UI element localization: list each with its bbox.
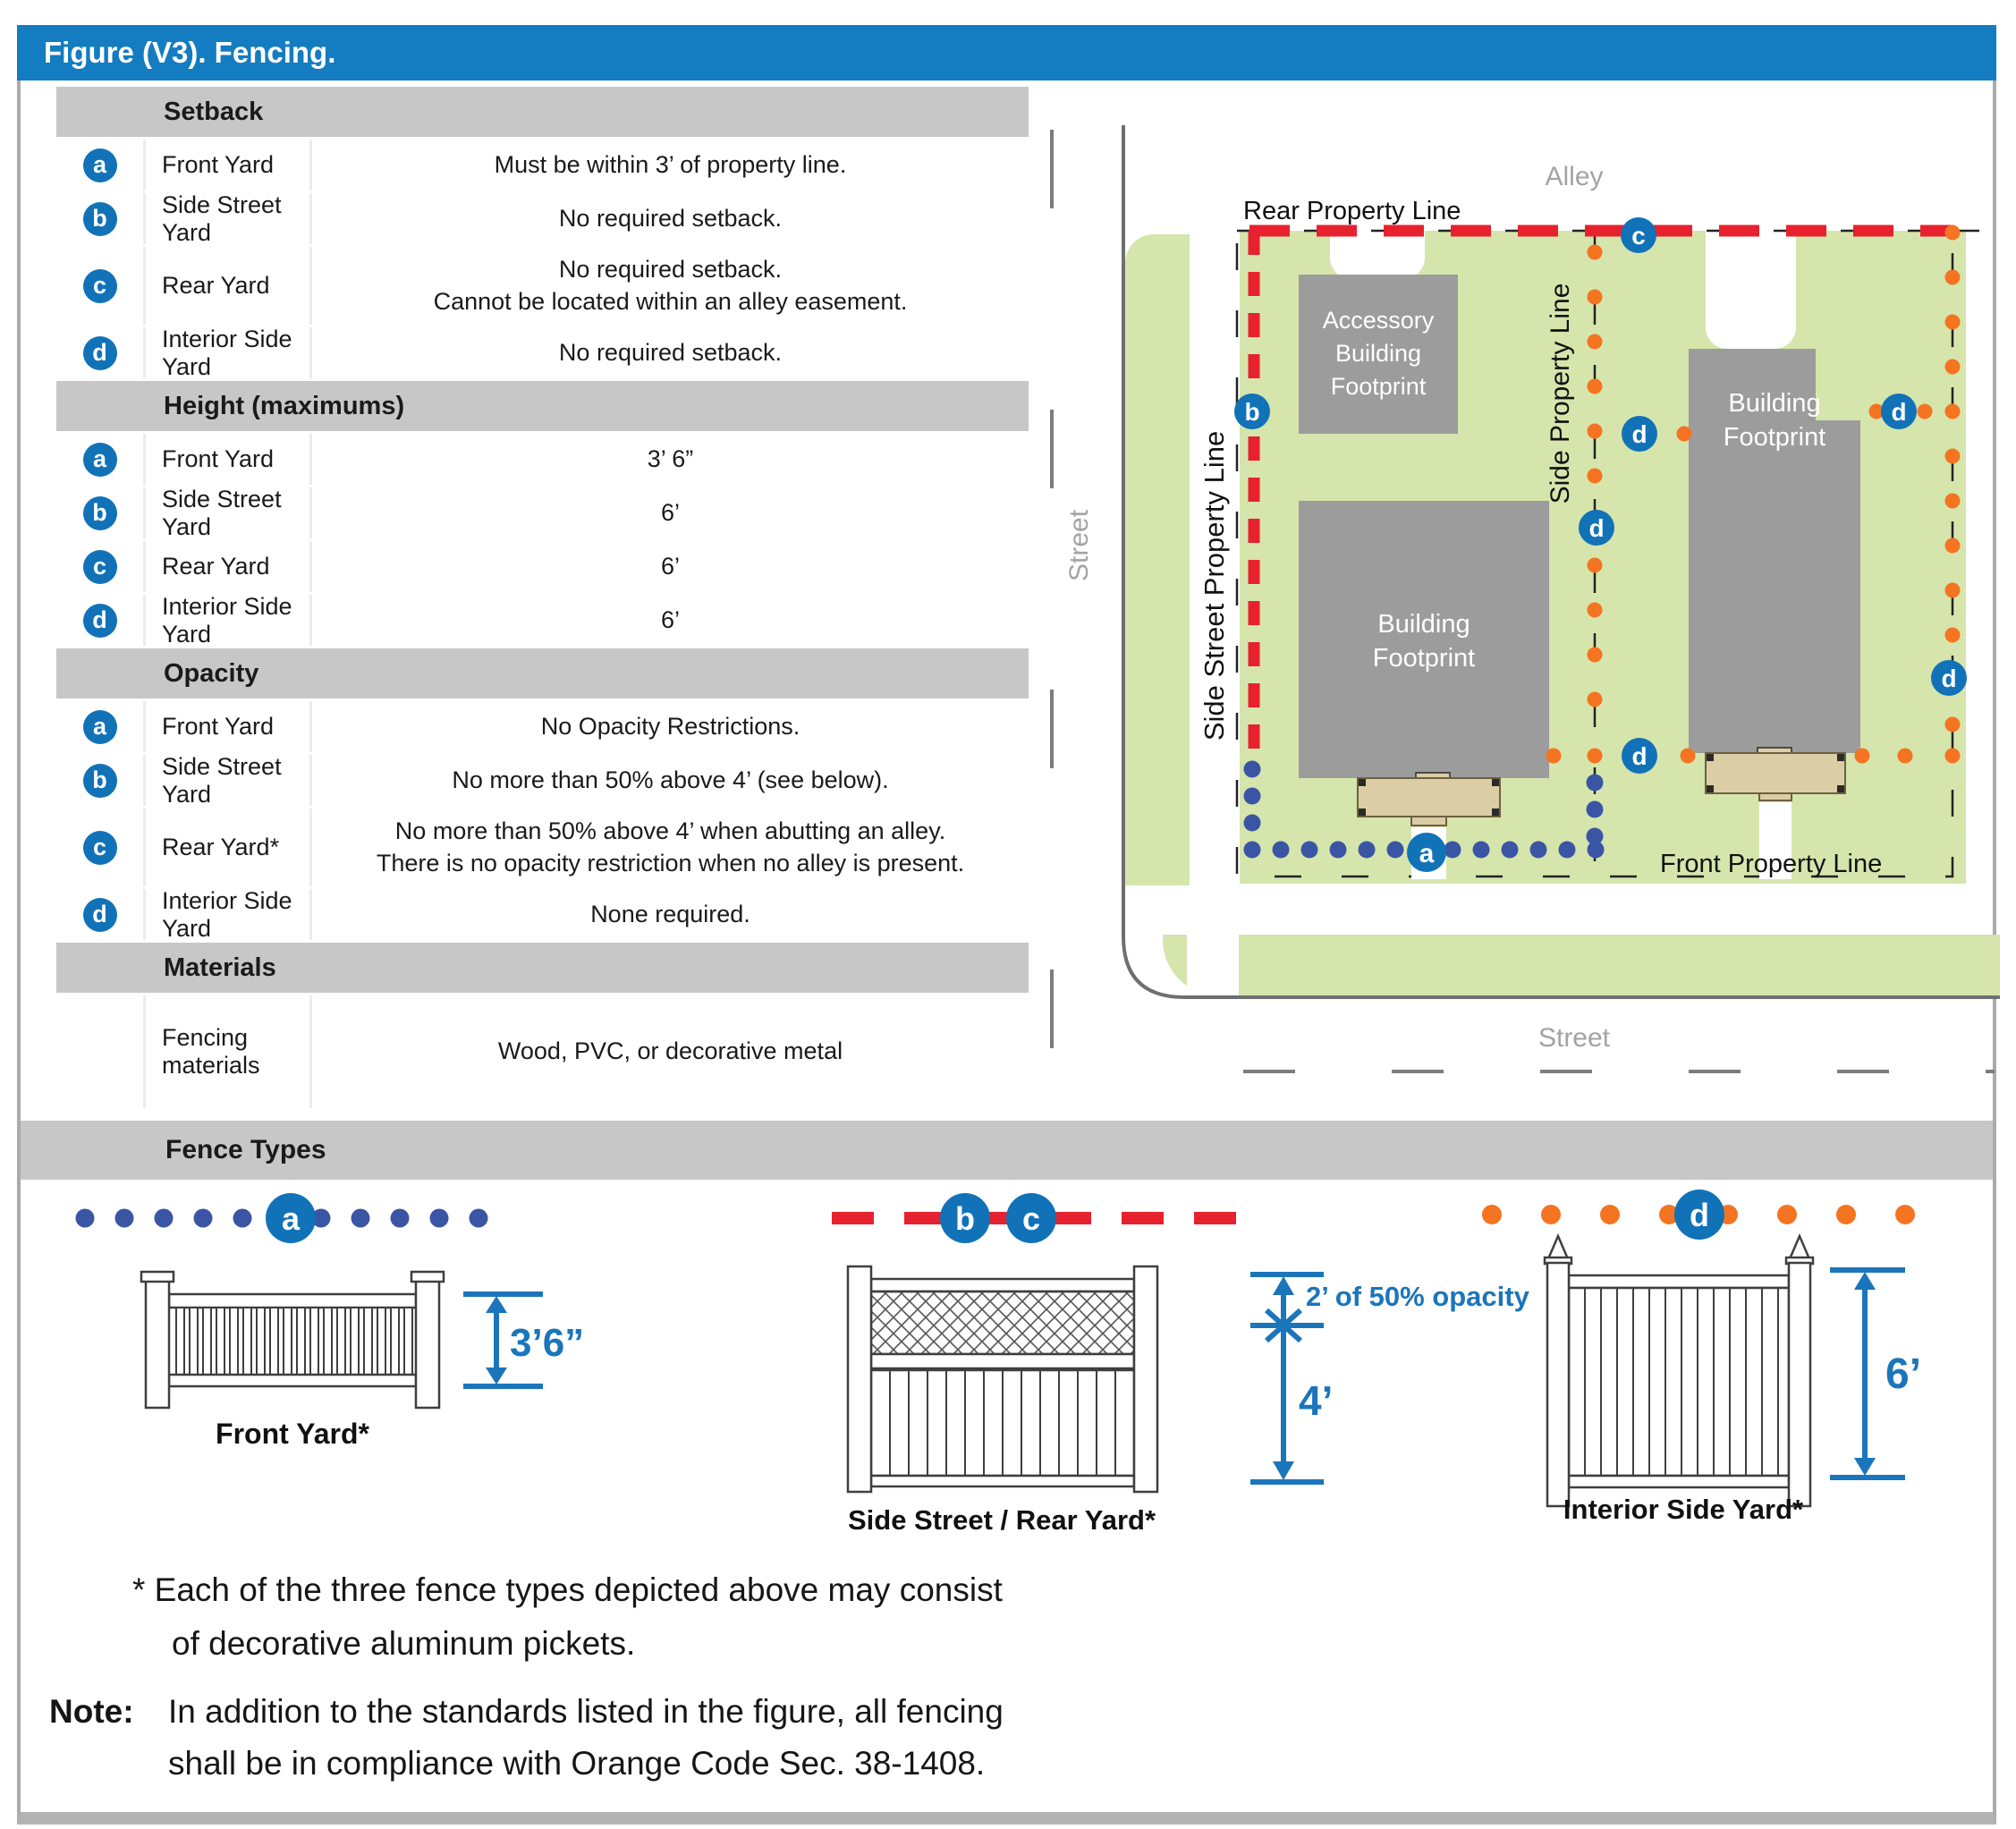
table-row xyxy=(56,886,1029,942)
side-rear-upper-dim: 2’ of 50% opacity xyxy=(1306,1281,1529,1312)
row-label: Fencing materials xyxy=(146,995,312,1108)
diagram-badge-b xyxy=(1234,394,1270,429)
row-value: No more than 50% above 4’ when abutting an alley. There is no opacity restriction when no alley is present. xyxy=(376,817,965,876)
diagram-badge-d xyxy=(1622,416,1657,452)
side-rear-caption: Side Street / Rear Yard* xyxy=(847,1504,1156,1536)
svg-text:Footprint: Footprint xyxy=(1723,423,1826,452)
accessory-label: Accessory xyxy=(1322,307,1435,334)
side-rear-fence-drawing xyxy=(848,1266,1157,1492)
svg-text:b: b xyxy=(955,1200,975,1237)
badge-a: a xyxy=(83,148,117,182)
row-label: Side Street Yard xyxy=(146,193,312,244)
svg-text:a: a xyxy=(1419,839,1435,868)
section-header-materials: Materials xyxy=(56,943,1029,993)
parkway-bottom xyxy=(1163,935,2000,995)
fence-types-header: Fence Types xyxy=(21,1121,1993,1180)
badge-d: d xyxy=(83,604,117,638)
front-yard-height: 3’6” xyxy=(510,1321,585,1365)
standards-table xyxy=(56,87,1029,1111)
badge-d: d xyxy=(83,336,117,370)
svg-text:Footprint: Footprint xyxy=(1372,644,1476,673)
rear-property-line-label: Rear Property Line xyxy=(1243,197,1461,225)
svg-text:d: d xyxy=(1588,514,1605,542)
figure-title: Figure (V3). Fencing. xyxy=(17,25,1996,80)
diagram-badge-c xyxy=(1621,217,1656,253)
row-label: Side Street Yard xyxy=(146,755,312,806)
side-rear-lower-dim: 4’ xyxy=(1299,1377,1334,1424)
fence-badge-c xyxy=(1006,1193,1056,1243)
badge-c: c xyxy=(83,550,117,584)
fence-badge-b xyxy=(940,1193,990,1243)
row-label: Rear Yard xyxy=(146,541,312,592)
fence-illustrations xyxy=(0,1181,2016,1574)
svg-text:d: d xyxy=(1891,398,1907,426)
svg-text:d: d xyxy=(1631,742,1648,770)
table-row xyxy=(56,487,1029,538)
note-label: Note: xyxy=(49,1693,134,1730)
row-value: 6’ xyxy=(660,552,680,580)
sidewalk-gap xyxy=(1187,929,1239,1001)
row-label: Interior Side Yard xyxy=(146,327,312,378)
badge-c: c xyxy=(83,269,117,303)
table-row xyxy=(56,752,1029,808)
section-header-opacity: Opacity xyxy=(56,648,1029,699)
asterisk-note-line1: * Each of the three fence types depicted above may consist xyxy=(132,1571,1003,1608)
badge-b: b xyxy=(83,496,117,530)
svg-text:Building: Building xyxy=(1334,340,1422,367)
table-row xyxy=(56,247,1029,325)
diagram-badge-d xyxy=(1931,660,1967,696)
fence-badge-a xyxy=(266,1193,316,1243)
row-value: No more than 50% above 4’ (see below). xyxy=(452,766,889,793)
table-row xyxy=(56,327,1029,378)
building-label: Building xyxy=(1728,389,1821,418)
interior-height: 6’ xyxy=(1885,1351,1922,1398)
svg-text:b: b xyxy=(1244,398,1260,426)
row-value: No Opacity Restrictions. xyxy=(540,712,800,740)
row-value: No required setback. xyxy=(558,204,783,232)
parkway-strip xyxy=(1125,234,1190,885)
svg-text:c: c xyxy=(1631,222,1646,250)
badge-c: c xyxy=(83,831,117,865)
badge-d: d xyxy=(83,898,117,932)
row-value: No required setback. xyxy=(558,338,783,366)
diagram-badge-d xyxy=(1579,510,1614,546)
diagram-badge-a xyxy=(1407,833,1446,872)
interior-caption: Interior Side Yard* xyxy=(1563,1494,1804,1525)
svg-text:c: c xyxy=(1021,1200,1041,1237)
diagram-badge-d xyxy=(1622,738,1657,774)
asterisk-note-line2: of decorative aluminum pickets. xyxy=(172,1625,636,1662)
alley-driveway-right xyxy=(1706,229,1796,349)
badge-b: b xyxy=(83,202,117,236)
building-label: Building xyxy=(1377,610,1470,639)
row-value: 6’ xyxy=(660,605,680,633)
note-line1: In addition to the standards listed in the figure, all fencing xyxy=(168,1693,1004,1730)
row-label: Side Street Yard xyxy=(146,487,312,538)
interior-fence-drawing xyxy=(1545,1236,1813,1506)
table-row xyxy=(56,592,1029,648)
row-label: Interior Side Yard xyxy=(146,889,312,940)
section-header-height: Height (maximums) xyxy=(56,381,1029,431)
building-footprint-left xyxy=(1299,501,1549,778)
row-value: Wood, PVC, or decorative metal xyxy=(497,1037,843,1065)
table-row xyxy=(56,541,1029,592)
table-row xyxy=(56,193,1029,244)
row-label: Front Yard xyxy=(146,140,312,191)
row-value: Must be within 3’ of property line. xyxy=(494,150,847,178)
svg-text:d: d xyxy=(1941,665,1957,692)
svg-text:d: d xyxy=(1690,1197,1709,1233)
front-yard-caption: Front Yard* xyxy=(216,1418,369,1450)
badge-a: a xyxy=(83,443,117,477)
row-value: No required setback. Cannot be located within an alley easement. xyxy=(433,255,908,315)
table-row xyxy=(56,809,1029,886)
row-label: Interior Side Yard xyxy=(146,595,312,646)
row-label: Rear Yard xyxy=(146,247,312,325)
row-label: Front Yard xyxy=(146,701,312,752)
side-street-property-line-label: Side Street Property Line xyxy=(1199,430,1230,741)
front-property-line-label: Front Property Line xyxy=(1660,850,1883,878)
badge-a: a xyxy=(83,710,117,744)
svg-text:Footprint: Footprint xyxy=(1330,373,1427,400)
row-label: Front Yard xyxy=(146,434,312,485)
note-line2: shall be in compliance with Orange Code Sec. 38-1408. xyxy=(168,1745,986,1782)
fence-badge-d xyxy=(1674,1190,1724,1240)
table-row xyxy=(56,701,1029,752)
site-plan-diagram xyxy=(1029,85,2000,1113)
diagram-badge-d xyxy=(1881,394,1917,429)
svg-text:d: d xyxy=(1631,420,1648,448)
alley-label: Alley xyxy=(1545,162,1604,191)
badge-b: b xyxy=(83,764,117,798)
table-row xyxy=(56,434,1029,485)
table-row xyxy=(56,140,1029,191)
front-yard-fence-drawing xyxy=(141,1272,444,1408)
row-value: 6’ xyxy=(660,498,680,526)
table-row xyxy=(56,995,1029,1108)
street-bottom-label: Street xyxy=(1537,1023,1611,1053)
row-value: 3’ 6” xyxy=(647,445,694,472)
section-header-setback: Setback xyxy=(56,87,1029,137)
svg-text:a: a xyxy=(281,1200,301,1237)
street-left-label: Street xyxy=(1064,509,1094,582)
row-value: None required. xyxy=(590,900,750,927)
row-label: Rear Yard* xyxy=(146,809,312,886)
side-property-line-label: Side Property Line xyxy=(1546,283,1575,504)
